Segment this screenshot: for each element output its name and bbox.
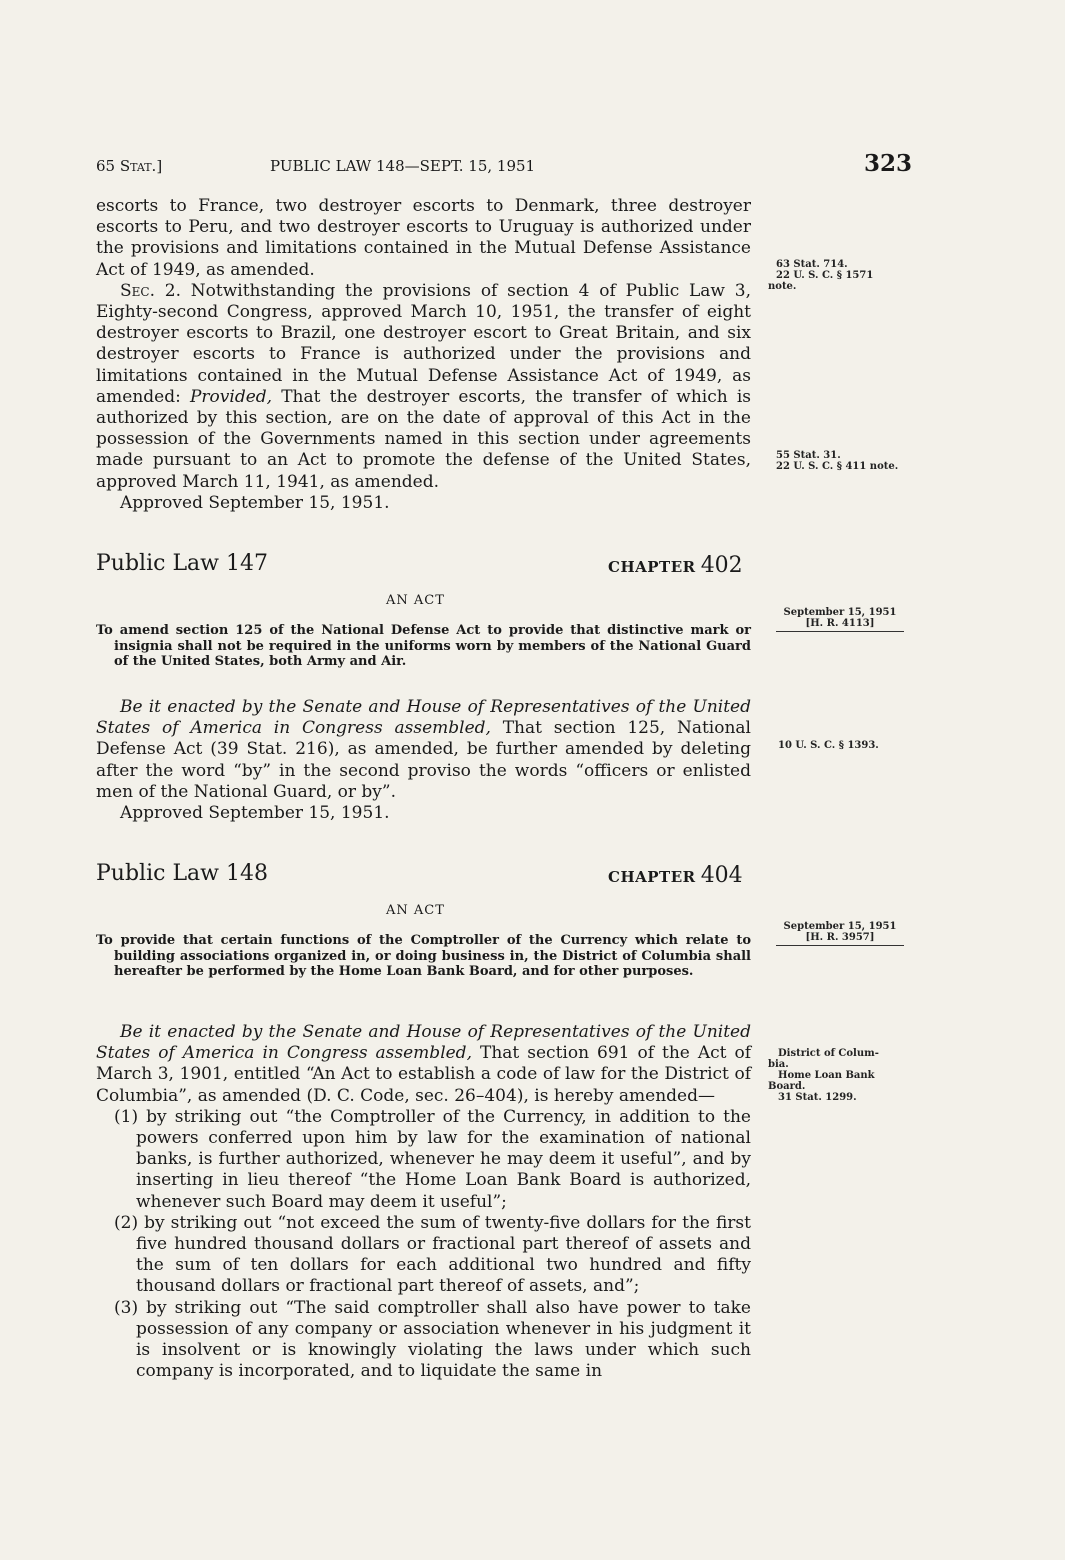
- section-text: Notwithstanding the provisions of section 4 of Public Law 3, Eighty-second Congress, approved March 10, 1951, the transfer of eight destroyer escorts to Brazil, one destroyer escort to Great Britain, and six destroyer escorts to France is authorized under the provisions and limitations contained in the Mutual Defense Assistance Act of 1949, as amended:: [96, 280, 751, 407]
- margin-note-date: [776, 921, 904, 943]
- act-body: [96, 1022, 751, 1382]
- chapter-word: CHAPTER: [608, 868, 696, 886]
- act-title: To provide that certain functions of the Comptroller of the Currency which relate to building associations organized in, or doing business in, the District of Columbia shall hereafter be performed by the Home Loan Bank Board, and for other purposes.: [96, 933, 751, 979]
- enacting-clause: Be it enacted by the Senate and House of Representatives of the United States of America in Congress assembled,: [96, 697, 751, 739]
- paragraph: escorts to France, two destroyer escorts to Denmark, three destroyer escorts to Peru, and two destroyer escorts to Uruguay is authorized under the provisions and limitations contained in the Mutual Defense Assistance Act of 1949, as amended.: [96, 196, 751, 280]
- act-title: To amend section 125 of the National Defense Act to provide that distinctive mark or insignia shall not be required in the uniforms worn by members of the National Guard of the United States, both Army and Air.: [96, 623, 751, 669]
- margin-note-date: [776, 607, 904, 629]
- chapter-number: 402: [700, 553, 743, 578]
- section-text: That the destroyer escorts, the transfer of which is authorized by this section, are on the date of approval of this Act in the possession of the Governments named in this section under agreements made pursuant to an Act to promote the defense of the United States, approved March 11, 1941, as amended.: [96, 386, 751, 492]
- margin-note-citation: 10 U. S. C. § 1393.: [778, 740, 879, 751]
- margin-note-line: bia.: [768, 1059, 789, 1070]
- margin-note-line: September 15, 1951: [783, 607, 897, 618]
- chapter-heading: [608, 863, 743, 888]
- enacting-clause-paragraph: [96, 1022, 751, 1107]
- running-title: PUBLIC LAW 148—SEPT. 15, 1951: [270, 157, 536, 175]
- act-text: That section 125, National Defense Act (39 Stat. 216), as amended, be further amended by deleting after the word “by” in the second proviso the words “officers or enlisted men of the National Guard, or by”.: [96, 718, 751, 802]
- section-label: Sec. 2.: [120, 280, 181, 301]
- previous-law-continuation: [96, 196, 751, 514]
- section-2: [96, 281, 751, 493]
- margin-note-line: [H. R. 4113]: [805, 618, 875, 629]
- chapter-word: CHAPTER: [608, 558, 696, 576]
- margin-note-line: [H. R. 3957]: [805, 932, 875, 943]
- margin-note-line: 63 Stat. 714.: [776, 259, 848, 270]
- margin-note-line: note.: [768, 281, 797, 292]
- volume-reference: 65 Stat.]: [96, 157, 163, 175]
- margin-note-line: Home Loan Bank: [778, 1070, 875, 1081]
- amendment-item: (3) by striking out “The said comptroller shall also have power to take possession of any company or association whenever in his judgment it is insolvent or is knowingly violating the laws under which such company is incorporated, and to liquidate the same in: [114, 1297, 751, 1382]
- enacting-clause: Be it enacted by the Senate and House of Representatives of the United States of America in Congress assembled,: [96, 1022, 751, 1064]
- margin-note-subject: [768, 1048, 908, 1103]
- an-act-label: AN ACT: [386, 593, 445, 608]
- amendment-item: (1) by striking out “the Comptroller of the Currency, in addition to the powers conferred upon him by law for the examination of national banks, is further authorized, whenever he may deem it useful”, and by inserting in lieu thereof “the Home Loan Bank Board is authorized, whenever such Board may deem it useful”;: [114, 1106, 751, 1212]
- margin-note-line: 22 U. S. C. § 1571: [776, 270, 874, 281]
- margin-note-line: 31 Stat. 1299.: [778, 1092, 857, 1103]
- margin-note-citation: [776, 450, 898, 472]
- chapter-number: 404: [700, 863, 743, 888]
- margin-note-line: 55 Stat. 31.: [776, 450, 841, 461]
- public-law-heading: Public Law 148: [96, 861, 268, 886]
- margin-note-line: 22 U. S. C. § 411 note.: [776, 461, 899, 472]
- margin-note-citation: [768, 259, 874, 292]
- act-text: That section 691 of the Act of March 3, 1901, entitled “An Act to establish a code of law for the District of Columbia”, as amended (D. C. Code, sec. 26–404), is hereby amended—: [96, 1043, 752, 1106]
- enacting-clause-paragraph: [96, 697, 751, 803]
- margin-note-line: District of Colum-: [778, 1048, 879, 1059]
- margin-rule: [776, 945, 904, 946]
- an-act-label: AN ACT: [386, 903, 445, 918]
- approval-line: Approved September 15, 1951.: [120, 492, 390, 513]
- amendment-item: (2) by striking out “not exceed the sum of twenty-five dollars for the first five hundred thousand dollars or fractional part thereof of assets and the sum of ten dollars for each additional two hundred and fifty thousand dollars or fractional part thereof of assets, and”;: [114, 1212, 751, 1297]
- act-body: [96, 697, 751, 824]
- public-law-heading: Public Law 147: [96, 551, 268, 576]
- margin-rule: [776, 631, 904, 632]
- page-number: 323: [864, 150, 913, 177]
- chapter-heading: [608, 553, 743, 578]
- margin-note-line: Board.: [768, 1081, 806, 1092]
- proviso-word: Provided,: [189, 386, 273, 407]
- approval-line: Approved September 15, 1951.: [120, 803, 390, 824]
- margin-note-line: September 15, 1951: [783, 921, 897, 932]
